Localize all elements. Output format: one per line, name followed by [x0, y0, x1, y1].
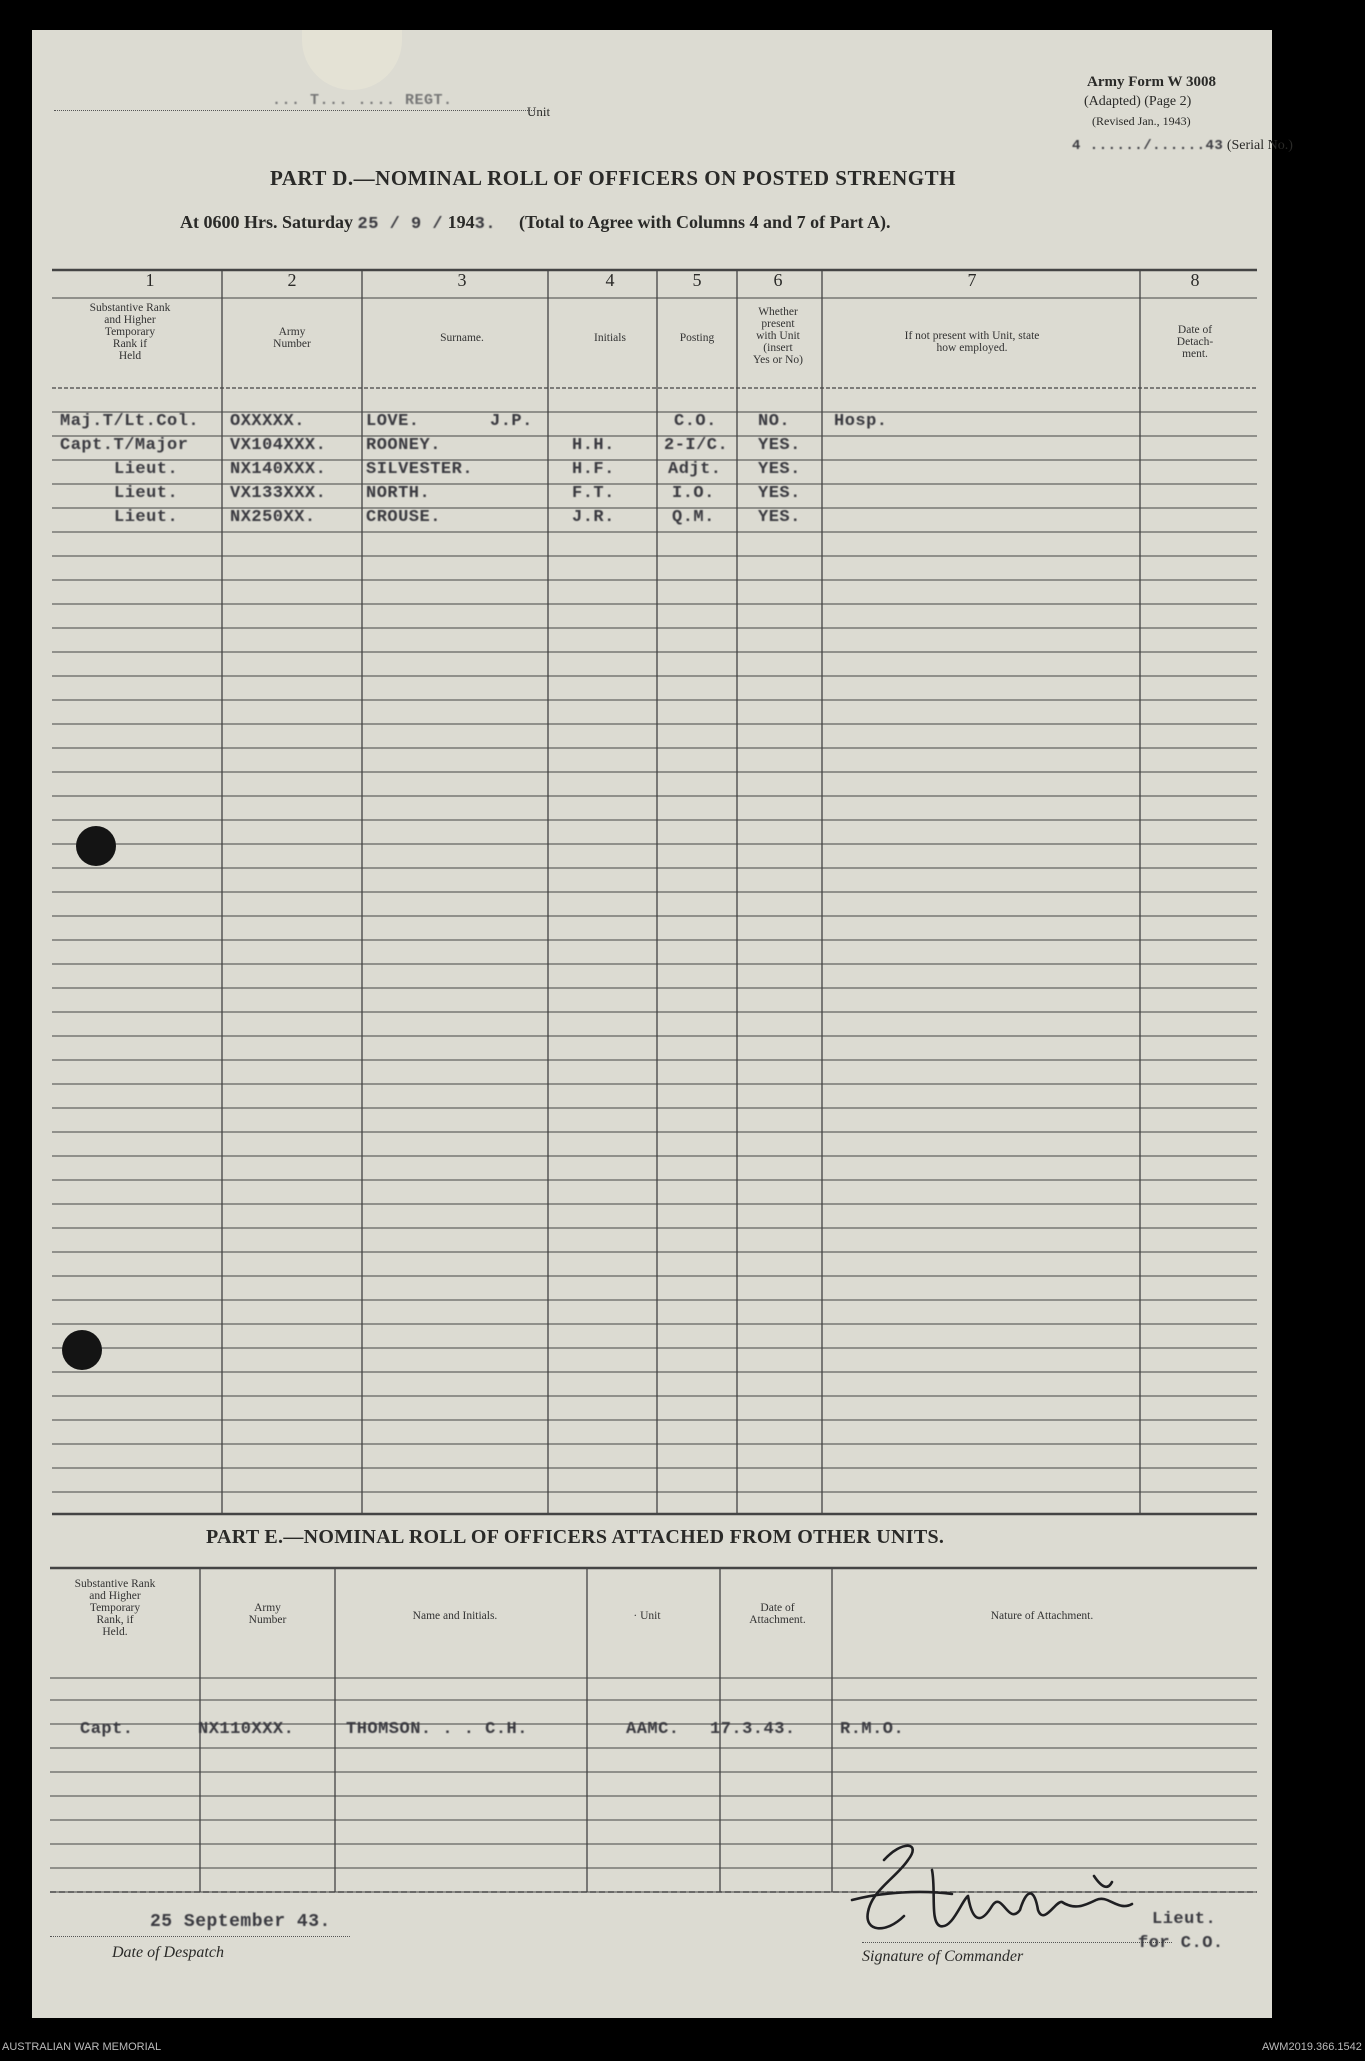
officer-army-number: NX140XXX.	[230, 460, 327, 479]
serial-number: 4 ....../......43 (Serial No.)	[1072, 138, 1293, 154]
officer-rank: Maj.T/Lt.Col.	[60, 412, 200, 431]
col-number-7: 7	[967, 270, 977, 290]
form-adapted: (Adapted) (Page 2)	[1084, 94, 1192, 109]
officer-rank: Capt.T/Major	[60, 436, 189, 455]
part-e-header-rank: Substantive Rank and Higher Temporary Rank, if Held.	[74, 1578, 156, 1638]
officer-present: YES.	[758, 460, 801, 479]
col-header-rank: Substantive Rank and Higher Temporary Rank if Held	[89, 302, 171, 362]
officer-army-number: VX104XXX.	[230, 436, 327, 455]
attached-army-number: NX110XXX.	[198, 1720, 295, 1739]
punch-hole-bottom	[62, 1330, 102, 1370]
attached-rank: Capt.	[80, 1720, 134, 1739]
unit-value: ... T... .... REGT.	[272, 92, 453, 109]
officer-initials: F.T.	[572, 484, 615, 503]
commander-rank: Lieut.	[1152, 1910, 1217, 1929]
col-number-4: 4	[605, 270, 615, 290]
part-e-title: PART E.—NOMINAL ROLL OF OFFICERS ATTACHED FROM OTHER UNITS.	[206, 1526, 945, 1548]
part-e-header-nature: Nature of Attachment.	[990, 1610, 1094, 1622]
officer-present: YES.	[758, 508, 801, 527]
officer-rank: Lieut.	[114, 508, 179, 527]
attached-nature: R.M.O.	[840, 1720, 905, 1739]
part-d-subtitle: At 0600 Hrs. Saturday 25 / 9 / 1943. (Total to Agree with Columns 4 and 7 of Part A).	[180, 212, 891, 234]
punch-hole-top	[76, 826, 116, 866]
part-d-title: PART D.—NOMINAL ROLL OF OFFICERS ON POSTED STRENGTH	[270, 166, 956, 190]
commander-for: for C.O.	[1138, 1934, 1224, 1953]
col-header-initials: Initials	[594, 332, 626, 344]
part-e-header-army-number: Army Number	[248, 1602, 287, 1626]
signature-label: Signature of Commander	[862, 1948, 1024, 1965]
officer-present: YES.	[758, 436, 801, 455]
col-number-2: 2	[287, 270, 297, 290]
col-header-employment: If not present with Unit, state how employed.	[904, 330, 1040, 354]
attached-date: 17.3.43.	[710, 1720, 796, 1739]
officer-present: NO.	[758, 412, 791, 431]
officer-posting: I.O.	[672, 484, 715, 503]
col-header-army-number: Army Number	[273, 326, 311, 350]
officer-employment: Hosp.	[834, 412, 888, 431]
col-header-detachment: Date of Detach- ment.	[1176, 324, 1214, 360]
officer-rank: Lieut.	[114, 484, 179, 503]
part-e-header-date: Date of Attachment.	[749, 1602, 806, 1626]
col-number-3: 3	[457, 270, 467, 290]
officer-posting: Adjt.	[668, 460, 722, 479]
signature-line	[862, 1942, 1172, 1943]
part-e-header-unit: · Unit	[633, 1610, 661, 1622]
unit-label: Unit	[527, 104, 551, 119]
archive-reference: AWM2019.366.1542	[1262, 2041, 1362, 2053]
col-header-posting: Posting	[679, 332, 715, 344]
despatch-date-line	[50, 1936, 350, 1937]
officer-initials: H.F.	[572, 460, 615, 479]
officer-army-number: NX250XX.	[230, 508, 316, 527]
col-number-6: 6	[773, 270, 783, 290]
officer-surname: CROUSE.	[366, 508, 441, 527]
form-name: Army Form W 3008	[1087, 74, 1217, 90]
despatch-date-label: Date of Despatch	[112, 1944, 224, 1961]
officer-surname: SILVESTER.	[366, 460, 474, 479]
officer-surname: LOVE.	[366, 412, 420, 431]
despatch-date-value: 25 September 43.	[150, 1912, 331, 1932]
officer-rank: Lieut.	[114, 460, 179, 479]
officer-army-number: OXXXXX.	[230, 412, 305, 431]
officer-posting: C.O.	[674, 412, 717, 431]
officer-posting: Q.M.	[672, 508, 715, 527]
col-number-8: 8	[1190, 270, 1200, 290]
attached-name: THOMSON. . . C.H.	[346, 1720, 528, 1739]
officer-posting: 2-I/C.	[664, 436, 729, 455]
officer-surname: ROONEY.	[366, 436, 441, 455]
document-page	[32, 30, 1293, 2018]
col-header-present: Whether present with Unit (insert Yes or No)	[753, 306, 803, 366]
part-e-header-name: Name and Initials.	[412, 1610, 498, 1622]
officer-surname: NORTH.	[366, 484, 431, 503]
archive-credit: AUSTRALIAN WAR MEMORIAL	[2, 2041, 162, 2053]
col-header-surname: Surname.	[440, 332, 484, 344]
officer-initials: H.H.	[572, 436, 615, 455]
col-number-5: 5	[692, 270, 702, 290]
form-revised: (Revised Jan., 1943)	[1092, 114, 1191, 128]
officer-initials: J.P.	[490, 412, 533, 431]
officer-army-number: VX133XXX.	[230, 484, 327, 503]
col-number-1: 1	[145, 270, 155, 290]
attached-unit: AAMC.	[626, 1720, 680, 1739]
officer-initials: J.R.	[572, 508, 615, 527]
officer-present: YES.	[758, 484, 801, 503]
